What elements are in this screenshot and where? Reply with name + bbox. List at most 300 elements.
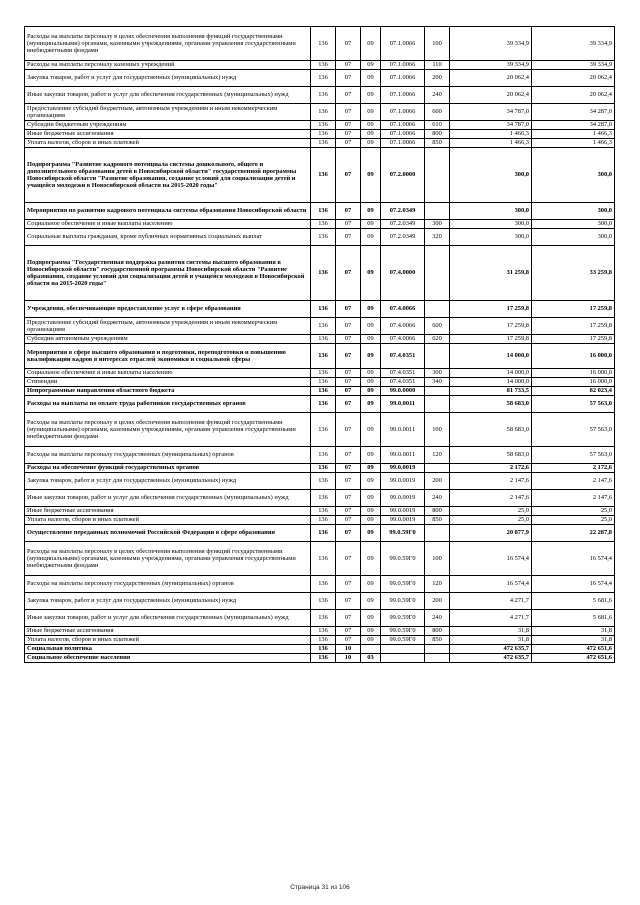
- cell-pr: 09: [361, 525, 381, 542]
- table-row: [25, 203, 615, 220]
- table-row: [25, 246, 615, 301]
- cell-rz: 07: [336, 87, 361, 104]
- cell-csr: 99.0.0019: [381, 473, 425, 490]
- cell-v2: 39 334,9: [532, 61, 615, 70]
- cell-vr: 100: [425, 27, 450, 61]
- cell-rz: 07: [336, 576, 361, 593]
- cell-v1: 16 574,4: [450, 576, 532, 593]
- cell-gr: 136: [311, 203, 336, 220]
- cell-csr: 07.1.0066: [381, 61, 425, 70]
- cell-pr: 09: [361, 413, 381, 447]
- table-body: [25, 27, 615, 663]
- cell-name: Мероприятия в сфере высшего образования и подготовки, переподготовки и повышению квалификации кадров в интересах отраслей экономики и социальной сферы: [25, 344, 311, 369]
- cell-csr: 07.2.0000: [381, 148, 425, 203]
- cell-pr: 09: [361, 104, 381, 121]
- cell-csr: 07.1.0066: [381, 130, 425, 139]
- cell-pr: 09: [361, 473, 381, 490]
- cell-csr: 07.1.0066: [381, 87, 425, 104]
- cell-v2: 22 287,8: [532, 525, 615, 542]
- cell-csr: 99.0.0011: [381, 447, 425, 464]
- cell-v1: 81 733,5: [450, 387, 532, 396]
- cell-name: Расходы на выплаты по оплате труда работников государственных органов: [25, 396, 311, 413]
- cell-gr: 136: [311, 246, 336, 301]
- cell-v1: 2 147,6: [450, 490, 532, 507]
- table-row: [25, 344, 615, 369]
- cell-v2: 16 574,4: [532, 542, 615, 576]
- cell-v2: 31,8: [532, 627, 615, 636]
- cell-v2: 2 172,6: [532, 464, 615, 473]
- cell-v1: 20 062,4: [450, 70, 532, 87]
- cell-name: Иные бюджетные ассигнования: [25, 130, 311, 139]
- cell-v1: 31 259,8: [450, 246, 532, 301]
- cell-name: Иные бюджетные ассигнования: [25, 627, 311, 636]
- table-row: [25, 139, 615, 148]
- cell-gr: 136: [311, 636, 336, 645]
- cell-name: Социальные выплаты гражданам, кроме публичных нормативных социальных выплат: [25, 229, 311, 246]
- table-row: [25, 27, 615, 61]
- cell-csr: 07.2.0349: [381, 229, 425, 246]
- cell-gr: 136: [311, 61, 336, 70]
- cell-vr: [425, 246, 450, 301]
- cell-v2: 17 259,8: [532, 301, 615, 318]
- cell-csr: 99.0.59Г0: [381, 627, 425, 636]
- cell-rz: 07: [336, 542, 361, 576]
- cell-pr: 09: [361, 335, 381, 344]
- table-row: [25, 369, 615, 378]
- cell-gr: 136: [311, 396, 336, 413]
- cell-v1: 58 683,0: [450, 413, 532, 447]
- cell-csr: 07.4.0066: [381, 318, 425, 335]
- cell-pr: 09: [361, 636, 381, 645]
- cell-gr: 136: [311, 542, 336, 576]
- cell-vr: 800: [425, 507, 450, 516]
- cell-v1: 34 787,0: [450, 121, 532, 130]
- table-row: [25, 610, 615, 627]
- cell-name: Социальное обеспечение населения: [25, 654, 311, 663]
- cell-csr: 99.0.0011: [381, 396, 425, 413]
- cell-v1: 300,0: [450, 203, 532, 220]
- cell-name: Предоставление субсидий бюджетным, автономным учреждениям и иным некоммерческим организациям: [25, 318, 311, 335]
- cell-name: Расходы на обеспечение функций государственных органов: [25, 464, 311, 473]
- table-row: [25, 413, 615, 447]
- cell-gr: 136: [311, 87, 336, 104]
- cell-gr: 136: [311, 387, 336, 396]
- cell-name: Расходы на выплаты персоналу в целях обеспечения выполнения функций государственными (муниципальными) органами, казенными учреждениями, органами управления государственными внебюджетными фондами: [25, 542, 311, 576]
- cell-name: Иные закупки товаров, работ и услуг для обеспечения государственных (муниципальных) нужд: [25, 87, 311, 104]
- cell-v2: 39 334,9: [532, 27, 615, 61]
- cell-rz: 07: [336, 148, 361, 203]
- cell-name: Учреждения, обеспечивающие предоставление услуг в сфере образования: [25, 301, 311, 318]
- cell-gr: 136: [311, 130, 336, 139]
- table-row: [25, 654, 615, 663]
- cell-gr: 136: [311, 139, 336, 148]
- cell-pr: [361, 645, 381, 654]
- cell-pr: 09: [361, 318, 381, 335]
- cell-csr: 99.0.0011: [381, 413, 425, 447]
- cell-v2: 16 000,0: [532, 378, 615, 387]
- table-row: [25, 490, 615, 507]
- cell-pr: 09: [361, 610, 381, 627]
- cell-v2: 2 147,6: [532, 490, 615, 507]
- cell-name: Закупка товаров, работ и услуг для государственных (муниципальных) нужд: [25, 593, 311, 610]
- cell-csr: 07.4.0066: [381, 301, 425, 318]
- cell-pr: 09: [361, 396, 381, 413]
- cell-name: Социальное обеспечение и иные выплаты населению: [25, 369, 311, 378]
- cell-vr: 600: [425, 318, 450, 335]
- cell-name: Закупка товаров, работ и услуг для государственных (муниципальных) нужд: [25, 473, 311, 490]
- cell-vr: [425, 301, 450, 318]
- cell-rz: 07: [336, 301, 361, 318]
- cell-rz: 07: [336, 490, 361, 507]
- cell-rz: 07: [336, 130, 361, 139]
- table-row: [25, 335, 615, 344]
- cell-name: Иные закупки товаров, работ и услуг для обеспечения государственных (муниципальных) нужд: [25, 490, 311, 507]
- cell-v2: 300,0: [532, 148, 615, 203]
- cell-pr: 09: [361, 220, 381, 229]
- cell-pr: 09: [361, 27, 381, 61]
- cell-name: Иные бюджетные ассигнования: [25, 507, 311, 516]
- cell-v1: 300,0: [450, 148, 532, 203]
- cell-csr: 99.0.0019: [381, 490, 425, 507]
- cell-v1: 1 466,3: [450, 139, 532, 148]
- table-row: [25, 396, 615, 413]
- table-row: [25, 542, 615, 576]
- cell-gr: 136: [311, 220, 336, 229]
- cell-name: Осуществление переданных полномочий Российской Федерации в сфере образования: [25, 525, 311, 542]
- cell-pr: 09: [361, 507, 381, 516]
- cell-csr: 07.4.0000: [381, 246, 425, 301]
- cell-v1: 1 466,3: [450, 130, 532, 139]
- cell-vr: 850: [425, 139, 450, 148]
- cell-name: Закупка товаров, работ и услуг для государственных (муниципальных) нужд: [25, 70, 311, 87]
- cell-pr: 09: [361, 246, 381, 301]
- cell-csr: 07.4.0351: [381, 378, 425, 387]
- cell-vr: 600: [425, 104, 450, 121]
- cell-vr: 110: [425, 61, 450, 70]
- cell-csr: [381, 654, 425, 663]
- cell-csr: 99.0.59Г0: [381, 576, 425, 593]
- table-row: [25, 387, 615, 396]
- cell-csr: 07.1.0066: [381, 139, 425, 148]
- cell-csr: 99.0.0019: [381, 464, 425, 473]
- cell-csr: [381, 645, 425, 654]
- table-row: [25, 464, 615, 473]
- cell-rz: 07: [336, 203, 361, 220]
- table-row: [25, 87, 615, 104]
- cell-v2: 16 000,0: [532, 369, 615, 378]
- cell-v2: 472 651,6: [532, 645, 615, 654]
- cell-rz: 07: [336, 344, 361, 369]
- cell-rz: 07: [336, 413, 361, 447]
- cell-rz: 07: [336, 378, 361, 387]
- cell-gr: 136: [311, 464, 336, 473]
- cell-vr: 120: [425, 576, 450, 593]
- cell-vr: 800: [425, 130, 450, 139]
- cell-rz: 07: [336, 610, 361, 627]
- cell-vr: 320: [425, 229, 450, 246]
- cell-gr: 136: [311, 344, 336, 369]
- cell-csr: 07.1.0066: [381, 121, 425, 130]
- cell-gr: 136: [311, 447, 336, 464]
- cell-name: Подпрограмма "Государственная поддержка развития системы высшего образования в Новосибирской области" государственной программы Новосибирской области "Развитие образования, создание условий для социализации детей и учащейся молодежи в Новосибирской области на 2015-2020 годы": [25, 246, 311, 301]
- cell-v1: 300,0: [450, 229, 532, 246]
- cell-rz: 07: [336, 27, 361, 61]
- table-row: [25, 627, 615, 636]
- cell-v2: 5 681,6: [532, 610, 615, 627]
- cell-pr: 09: [361, 369, 381, 378]
- cell-v2: 16 574,4: [532, 576, 615, 593]
- cell-v2: 17 259,8: [532, 318, 615, 335]
- cell-csr: 07.1.0066: [381, 27, 425, 61]
- cell-v2: 34 287,0: [532, 104, 615, 121]
- cell-v2: 17 259,8: [532, 335, 615, 344]
- cell-csr: 99.0.59Г0: [381, 542, 425, 576]
- cell-vr: [425, 525, 450, 542]
- cell-v1: 25,0: [450, 516, 532, 525]
- cell-rz: 07: [336, 636, 361, 645]
- cell-v1: 17 259,8: [450, 301, 532, 318]
- cell-pr: 09: [361, 121, 381, 130]
- cell-name: Расходы на выплаты персоналу в целях обеспечения выполнения функций государственными (муниципальными) органами, казенными учреждениями, органами управления государственными внебюджетными фондами: [25, 413, 311, 447]
- cell-rz: 07: [336, 318, 361, 335]
- cell-pr: 09: [361, 378, 381, 387]
- cell-v2: 82 023,4: [532, 387, 615, 396]
- cell-v1: 4 271,7: [450, 610, 532, 627]
- cell-pr: 09: [361, 344, 381, 369]
- cell-pr: 09: [361, 387, 381, 396]
- cell-csr: 99.0.59Г0: [381, 636, 425, 645]
- cell-vr: 240: [425, 610, 450, 627]
- cell-vr: 100: [425, 413, 450, 447]
- cell-gr: 136: [311, 576, 336, 593]
- cell-name: Расходы на выплаты персоналу казенных учреждений: [25, 61, 311, 70]
- cell-pr: 03: [361, 654, 381, 663]
- cell-vr: 240: [425, 87, 450, 104]
- cell-v1: 14 000,0: [450, 344, 532, 369]
- cell-pr: 09: [361, 229, 381, 246]
- cell-v1: 39 334,9: [450, 61, 532, 70]
- cell-pr: 09: [361, 516, 381, 525]
- cell-csr: 99.0.59Г0: [381, 525, 425, 542]
- cell-vr: [425, 654, 450, 663]
- cell-v2: 31,8: [532, 636, 615, 645]
- cell-v2: 25,0: [532, 507, 615, 516]
- cell-csr: 99.0.59Г0: [381, 610, 425, 627]
- cell-v2: 1 466,3: [532, 130, 615, 139]
- cell-gr: 136: [311, 148, 336, 203]
- cell-pr: 09: [361, 301, 381, 318]
- cell-csr: 99.0.0019: [381, 507, 425, 516]
- table-row: [25, 636, 615, 645]
- cell-pr: 09: [361, 464, 381, 473]
- cell-v1: 17 259,8: [450, 318, 532, 335]
- table-row: [25, 121, 615, 130]
- cell-name: Уплата налогов, сборов и иных платежей: [25, 139, 311, 148]
- cell-gr: 136: [311, 335, 336, 344]
- cell-vr: [425, 344, 450, 369]
- cell-gr: 136: [311, 104, 336, 121]
- cell-v1: 2 172,6: [450, 464, 532, 473]
- cell-rz: 07: [336, 525, 361, 542]
- cell-v2: 472 651,6: [532, 654, 615, 663]
- cell-pr: 09: [361, 576, 381, 593]
- cell-gr: 136: [311, 525, 336, 542]
- cell-vr: [425, 464, 450, 473]
- cell-gr: 136: [311, 473, 336, 490]
- cell-name: Стипендии: [25, 378, 311, 387]
- cell-csr: 07.4.0351: [381, 344, 425, 369]
- cell-name: Непрограммные направления областного бюджета: [25, 387, 311, 396]
- cell-vr: [425, 148, 450, 203]
- table-row: [25, 70, 615, 87]
- table-row: [25, 61, 615, 70]
- cell-v1: 300,0: [450, 220, 532, 229]
- cell-vr: [425, 387, 450, 396]
- table-row: [25, 525, 615, 542]
- cell-vr: 800: [425, 627, 450, 636]
- cell-vr: 200: [425, 70, 450, 87]
- cell-v2: 25,0: [532, 516, 615, 525]
- cell-v1: 472 635,7: [450, 654, 532, 663]
- cell-vr: [425, 203, 450, 220]
- cell-name: Субсидии автономным учреждениям: [25, 335, 311, 344]
- cell-csr: 07.2.0349: [381, 220, 425, 229]
- cell-pr: 09: [361, 61, 381, 70]
- cell-vr: 200: [425, 473, 450, 490]
- cell-gr: 136: [311, 121, 336, 130]
- cell-v1: 16 574,4: [450, 542, 532, 576]
- cell-v2: 20 062,4: [532, 87, 615, 104]
- cell-name: Уплата налогов, сборов и иных платежей: [25, 636, 311, 645]
- cell-rz: 07: [336, 220, 361, 229]
- cell-gr: 136: [311, 627, 336, 636]
- cell-v2: 5 681,6: [532, 593, 615, 610]
- cell-v1: 39 334,9: [450, 27, 532, 61]
- cell-gr: 136: [311, 378, 336, 387]
- budget-sheet: [24, 26, 614, 663]
- cell-vr: [425, 396, 450, 413]
- cell-rz: 07: [336, 139, 361, 148]
- table-row: [25, 130, 615, 139]
- cell-name: Расходы на выплаты персоналу государственных (муниципальных) органов: [25, 447, 311, 464]
- cell-pr: 09: [361, 148, 381, 203]
- table-row: [25, 576, 615, 593]
- page-footer: Страница 31 из 106: [290, 884, 350, 891]
- cell-rz: 07: [336, 61, 361, 70]
- cell-rz: 10: [336, 645, 361, 654]
- cell-gr: 136: [311, 490, 336, 507]
- cell-vr: 620: [425, 335, 450, 344]
- cell-pr: 09: [361, 490, 381, 507]
- cell-gr: 136: [311, 516, 336, 525]
- cell-rz: 07: [336, 507, 361, 516]
- cell-pr: 09: [361, 203, 381, 220]
- cell-rz: 07: [336, 246, 361, 301]
- cell-gr: 136: [311, 27, 336, 61]
- cell-rz: 07: [336, 229, 361, 246]
- cell-v2: 57 563,0: [532, 447, 615, 464]
- cell-v1: 25,0: [450, 507, 532, 516]
- cell-name: Социальное обеспечение и иные выплаты населению: [25, 220, 311, 229]
- cell-rz: 07: [336, 464, 361, 473]
- cell-pr: 09: [361, 627, 381, 636]
- cell-vr: 610: [425, 121, 450, 130]
- cell-gr: 136: [311, 593, 336, 610]
- cell-rz: 07: [336, 369, 361, 378]
- cell-pr: 09: [361, 593, 381, 610]
- table-row: [25, 318, 615, 335]
- cell-csr: 99.0.0019: [381, 516, 425, 525]
- cell-csr: 07.1.0066: [381, 104, 425, 121]
- table-row: [25, 447, 615, 464]
- cell-gr: 136: [311, 70, 336, 87]
- table-row: [25, 645, 615, 654]
- cell-pr: 09: [361, 70, 381, 87]
- cell-vr: 300: [425, 220, 450, 229]
- cell-rz: 07: [336, 335, 361, 344]
- cell-rz: 07: [336, 447, 361, 464]
- cell-v1: 14 000,0: [450, 378, 532, 387]
- table-row: [25, 507, 615, 516]
- cell-name: Расходы на выплаты персоналу в целях обеспечения выполнения функций государственными (муниципальными) органами, казенными учреждениями, органами управления государственными внебюджетными фондами: [25, 27, 311, 61]
- table-row: [25, 148, 615, 203]
- cell-rz: 10: [336, 654, 361, 663]
- cell-gr: 136: [311, 301, 336, 318]
- cell-name: Предоставление субсидий бюджетным, автономным учреждениям и иным некоммерческим организациям: [25, 104, 311, 121]
- table-row: [25, 378, 615, 387]
- cell-v1: 31,8: [450, 627, 532, 636]
- cell-v2: 1 466,3: [532, 139, 615, 148]
- cell-v1: 17 259,8: [450, 335, 532, 344]
- cell-rz: 07: [336, 396, 361, 413]
- cell-gr: 136: [311, 645, 336, 654]
- cell-gr: 136: [311, 610, 336, 627]
- cell-v2: 57 563,0: [532, 396, 615, 413]
- cell-v1: 4 271,7: [450, 593, 532, 610]
- cell-csr: 07.2.0349: [381, 203, 425, 220]
- cell-gr: 136: [311, 318, 336, 335]
- table-row: [25, 229, 615, 246]
- cell-v1: 20 062,4: [450, 87, 532, 104]
- cell-name: Подпрограмма "Развитие кадрового потенциала системы дошкольного, общего и дополнительного образования детей в Новосибирской области" государственной программы Новосибирской области "Развитие образования, создание условий для социализации детей и учащейся молодежи в Новосибирской области на 2015-2020 годы": [25, 148, 311, 203]
- cell-vr: 100: [425, 542, 450, 576]
- cell-v2: 2 147,6: [532, 473, 615, 490]
- cell-v2: 33 259,8: [532, 246, 615, 301]
- cell-rz: 07: [336, 104, 361, 121]
- cell-pr: 09: [361, 130, 381, 139]
- cell-gr: 136: [311, 413, 336, 447]
- cell-vr: [425, 645, 450, 654]
- cell-name: Мероприятия по развитию кадрового потенциала системы образования Новосибирской области: [25, 203, 311, 220]
- cell-v2: 300,0: [532, 229, 615, 246]
- cell-gr: 136: [311, 507, 336, 516]
- table-row: [25, 220, 615, 229]
- cell-rz: 07: [336, 627, 361, 636]
- cell-gr: 136: [311, 229, 336, 246]
- cell-csr: 07.4.0066: [381, 335, 425, 344]
- cell-rz: 07: [336, 593, 361, 610]
- cell-gr: 136: [311, 654, 336, 663]
- cell-name: Субсидии бюджетным учреждениям: [25, 121, 311, 130]
- cell-vr: 240: [425, 490, 450, 507]
- cell-pr: 09: [361, 87, 381, 104]
- cell-v2: 300,0: [532, 203, 615, 220]
- cell-name: Расходы на выплаты персоналу государственных (муниципальных) органов: [25, 576, 311, 593]
- cell-v2: 34 287,0: [532, 121, 615, 130]
- cell-v1: 472 635,7: [450, 645, 532, 654]
- cell-v1: 2 147,6: [450, 473, 532, 490]
- cell-v1: 31,8: [450, 636, 532, 645]
